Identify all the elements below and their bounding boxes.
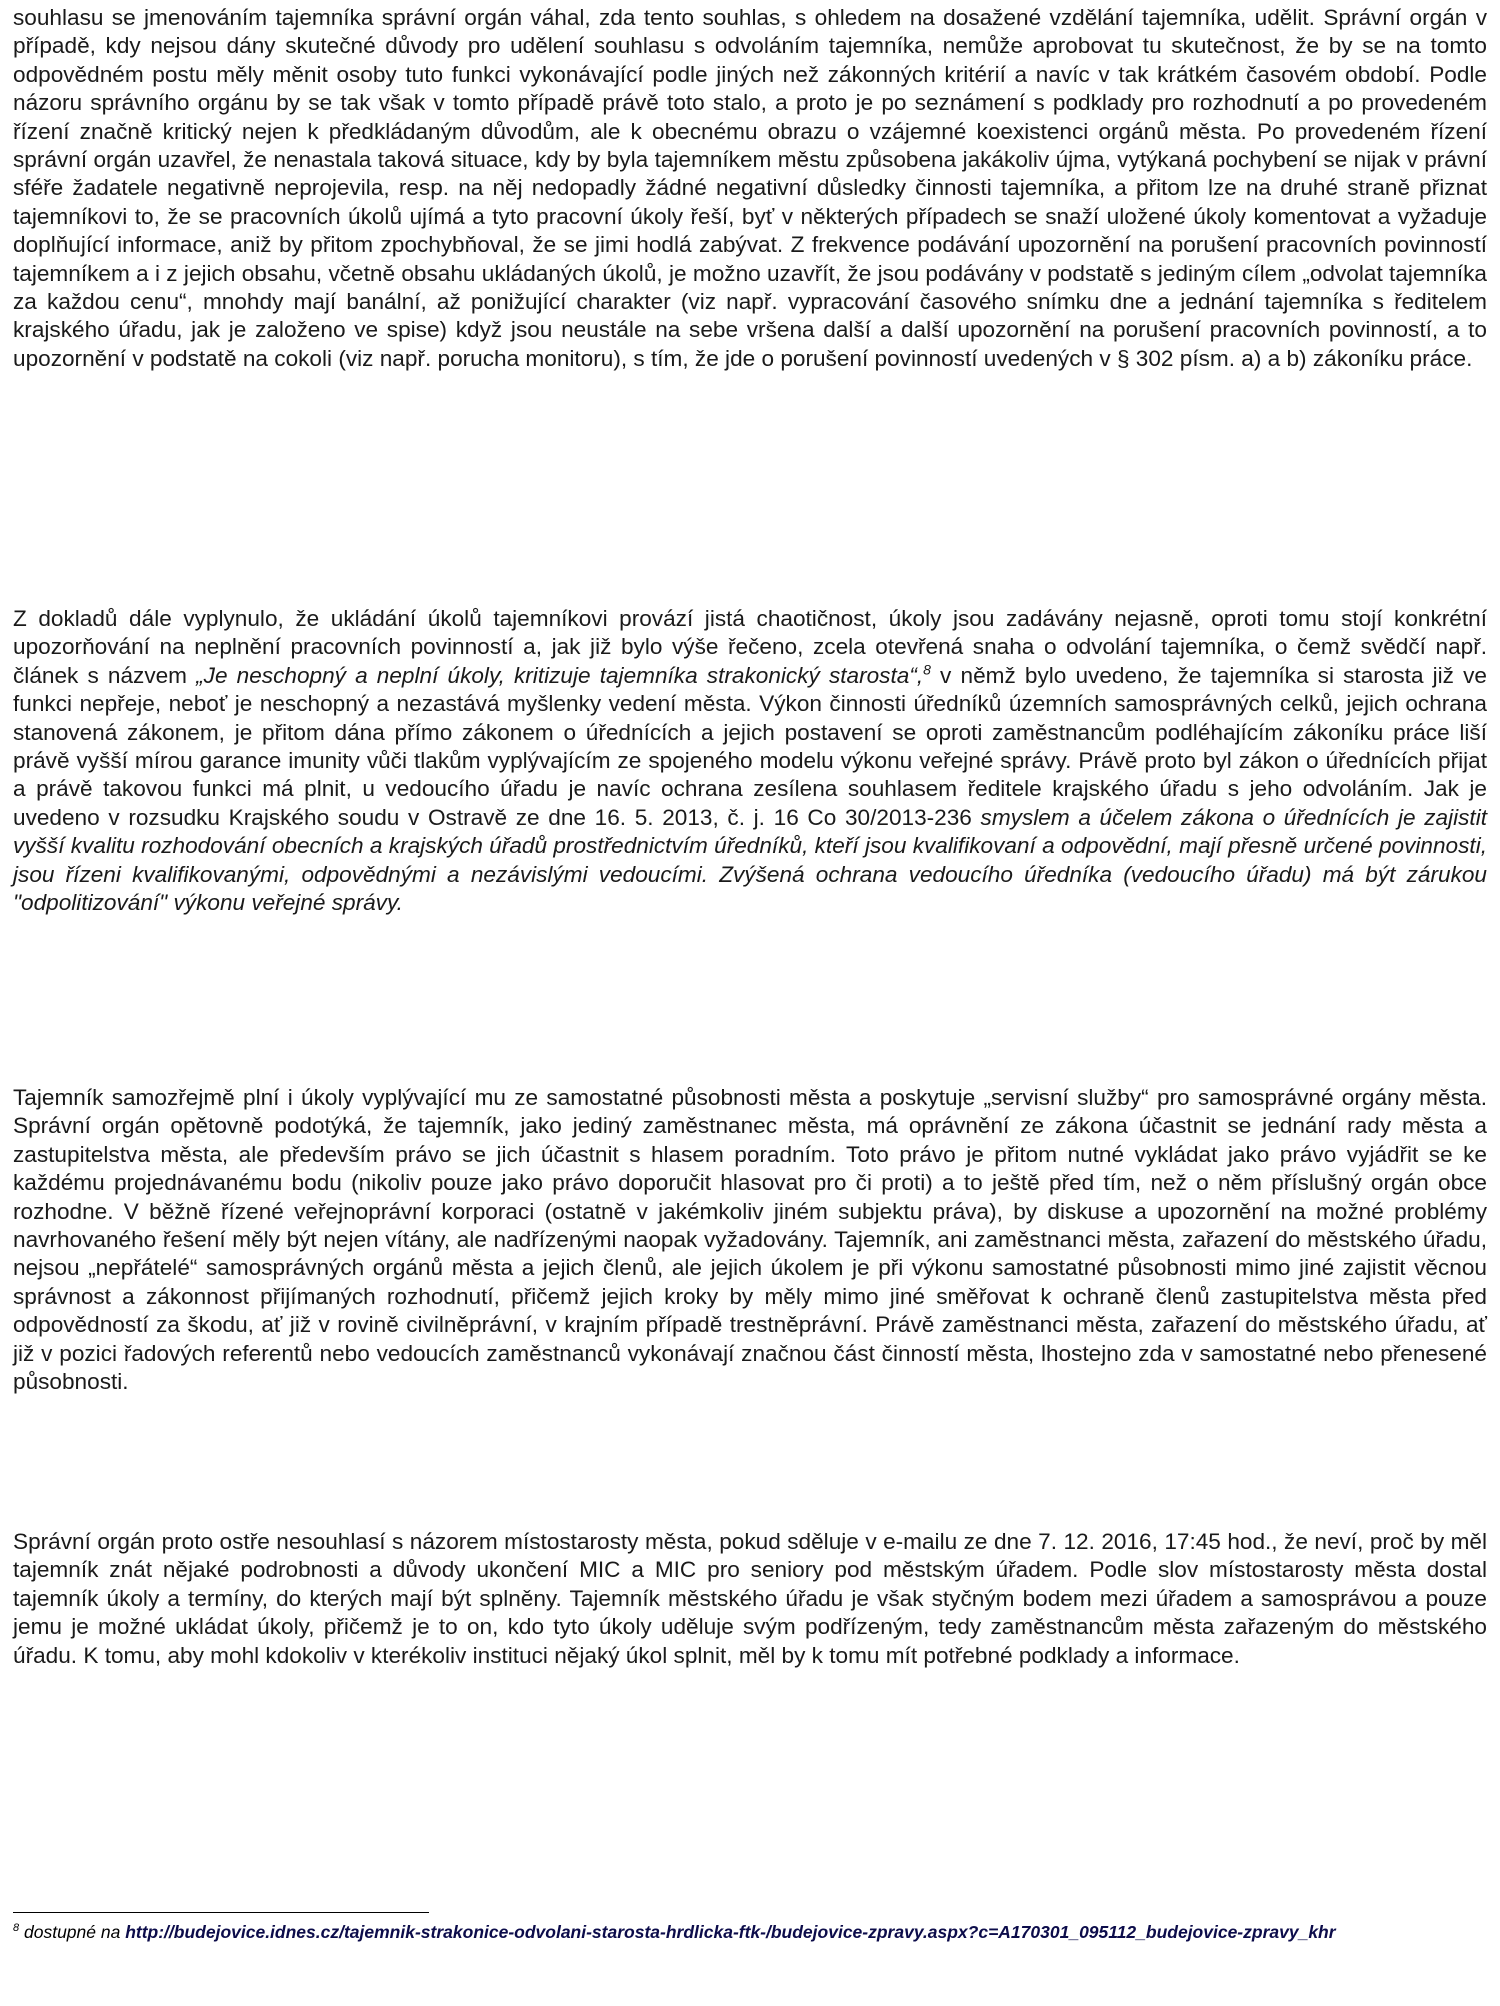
footnote-number: 8 — [13, 1922, 20, 1935]
footnote-prefix: dostupné na — [19, 1922, 126, 1942]
footnote — [13, 1920, 1487, 1945]
paragraph-2-text-b: v němž bylo uvedeno, že tajemníka si starosta již ve funkci nepřeje, neboť je neschopný a nezastává myšlenky vedení města. Výkon činnosti úředníků územních samosprávných celků, jejich ochrana stanovená zákonem, je přitom dána přímo zákonem o úřednících a jejich postavení se oproti zaměstnancům podléhajícím zákoníku práce liší právě vyšší mírou garance imunity vůči tlakům vyplývajícím ze spojeného modelu výkonu veřejné správy. Právě proto byl zákon o úřednících přijat a právě takovou funkci má plnit, u vedoucího úřadu je navíc ochrana zesílena souhlasem ředitele krajského úřadu s jeho odvoláním. Jak je uvedeno v rozsudku Krajského soudu v Ostravě ze dne 16. 5. 2013, č. j. 16 Co 30/2013-236 — [13, 662, 1487, 830]
court-quote: smyslem a účelem zákona o úřednících je zajistit vyšší kvalitu rozhodování obecních a krajských úřadů prostřednictvím úředníků, kteří jsou kvalifikovaní a odpovědní, mají přesně určené povinnosti, jsou řízeni kvalifikovanými, odpovědnými a nezávislými vedoucími. Zvýšená ochrana vedoucího úředníka (vedoucího úřadu) má být zárukou "odpolitizování" výkonu veřejné správy. — [13, 804, 1487, 916]
paragraph-4: Správní orgán proto ostře nesouhlasí s názorem místostarosty města, pokud sděluje v e-mailu ze dne 7. 12. 2016, 17:45 hod., že neví, proč by měl tajemník znát nějaké podrobnosti a důvody ukončení MIC a MIC pro seniory pod městským úřadem. Podle slov místostarosty města dostal tajemník úkoly a termíny, do kterých mají být splněny. Tajemník městského úřadu je však styčným bodem mezi úřadem a samosprávou a pouze jemu je možné ukládat úkoly, přičemž je to on, kdo tyto úkoly uděluje svým podřízeným, tedy zaměstnancům města zařazeným do městského úřadu. K tomu, aby mohl kdokoliv v kterékoliv instituci nějaký úkol splnit, měl by k tomu mít potřebné podklady a informace. — [13, 1529, 1487, 1668]
footnote-link[interactable]: http://budejovice.idnes.cz/tajemnik-strakonice-odvolani-starosta-hrdlicka-ftk-/budejovice-zpravy.aspx?c=A170301_095112_budejovice-zpravy_khr — [125, 1922, 1336, 1942]
paragraph-3: Tajemník samozřejmě plní i úkoly vyplývající mu ze samostatné působnosti města a poskytuje „servisní služby“ pro samosprávné orgány města. Správní orgán opětovně podotýká, že tajemník, jako jediný zaměstnanec města, má oprávnění ze zákona účastnit se jednání rady města a zastupitelstva města, ale především právo se jich účastnit s hlasem poradním. Toto právo je přitom nutné vykládat jako právo vyjádřit se ke každému projednávanému bodu (nikoliv pouze jako právo doporučit hlasovat pro či proti) a to ještě před tím, než o něm příslušný orgán obce rozhodne. V běžně řízené veřejnoprávní korporaci (ostatně v jakémkoliv jiném subjektu práva), by diskuse a upozornění na možné problémy navrhovaného řešení měly být nejen vítány, ale nadřízenými naopak vyžadovány. Tajemník, ani zaměstnanci města, zařazení do městského úřadu, nejsou „nepřátelé“ samosprávných orgánů města a jejich členů, ale jejich úkolem je při výkonu samostatné působnosti mimo jiné zajistit věcnou správnost a zákonnost přijímaných rozhodnutí, přičemž jejich kroky by měly mimo jiné směřovat k ochraně členů zastupitelstva města před odpovědností za škodu, ať již v rovině civilněprávní, v krajním případě trestněprávní. Právě zaměstnanci města, zařazení do městského úřadu, ať již v pozici řadových referentů nebo vedoucích zaměstnanců vykonávají značnou část činností města, lhostejno zda v samostatné nebo přenesené působnosti. — [13, 1085, 1487, 1395]
paragraph-1: souhlasu se jmenováním tajemníka správní orgán váhal, zda tento souhlas, s ohledem na dosažené vzdělání tajemníka, udělit. Správní orgán v případě, kdy nejsou dány skutečné důvody pro udělení souhlasu s odvoláním tajemníka, nemůže aprobovat tu skutečnost, že by se na tomto odpovědném postu měly měnit osoby tuto funkci vykonávající podle jiných než zákonných kritérií a navíc v tak krátkém časovém období. Podle názoru správního orgánu by se tak však v tomto případě právě toto stalo, a proto je po seznámení s podklady pro rozhodnutí a po provedeném řízení značně kritický nejen k předkládaným důvodům, ale k obecnému obrazu o vzájemné koexistenci orgánů města. Po provedeném řízení správní orgán uzavřel, že nenastala taková situace, kdy by byla tajemníkem městu způsobena jakákoliv újma, vytýkaná pochybení se nijak v právní sféře žadatele negativně neprojevila, resp. na něj nedopadly žádné negativní důsledky činnosti tajemníka, a přitom lze na druhé straně přiznat tajemníkovi to, že se pracovních úkolů ujímá a tyto pracovní úkoly řeší, byť v některých případech se snaží uložené úkoly komentovat a vyžaduje doplňující informace, aniž by přitom zpochybňoval, že se jimi hodlá zabývat. Z frekvence podávání upozornění na porušení pracovních povinností tajemníkem a i z jejich obsahu, včetně obsahu ukládaných úkolů, je možno uzavřít, že jsou podávány v podstatě s jediným cílem „odvolat tajemníka za každou cenu“, mnohdy mají banální, až ponižující charakter (viz např. vypracování časového snímku dne a jednání tajemníka s ředitelem krajského úřadu, jak je založeno ve spise) když jsou neustále na sebe vršena další a další upozornění na porušení pracovních povinností, a to upozornění v podstatě na cokoli (viz např. porucha monitoru), s tím, že jde o porušení povinností uvedených v § 302 písm. a) a b) zákoníku práce. — [13, 5, 1487, 371]
footnote-reference[interactable]: 8 — [923, 661, 931, 678]
article-title: „Je neschopný a neplní úkoly, kritizuje tajemníka strakonický starosta“, — [196, 662, 924, 688]
footnote-separator — [13, 1912, 429, 1913]
paragraph-2-text-a: Z dokladů dále vyplynulo, že ukládání úkolů tajemníkovi provází jistá chaotičnost, úkoly jsou zadávány nejasně, oproti tomu stojí konkrétní upozorňování na neplnění pracovních povinností a, jak již bylo výše řečeno, zcela otevřená snaha o odvolání tajemníka, o čemž svědčí např. článek s názvem — [13, 606, 1487, 688]
paragraph-2 — [13, 605, 1487, 917]
